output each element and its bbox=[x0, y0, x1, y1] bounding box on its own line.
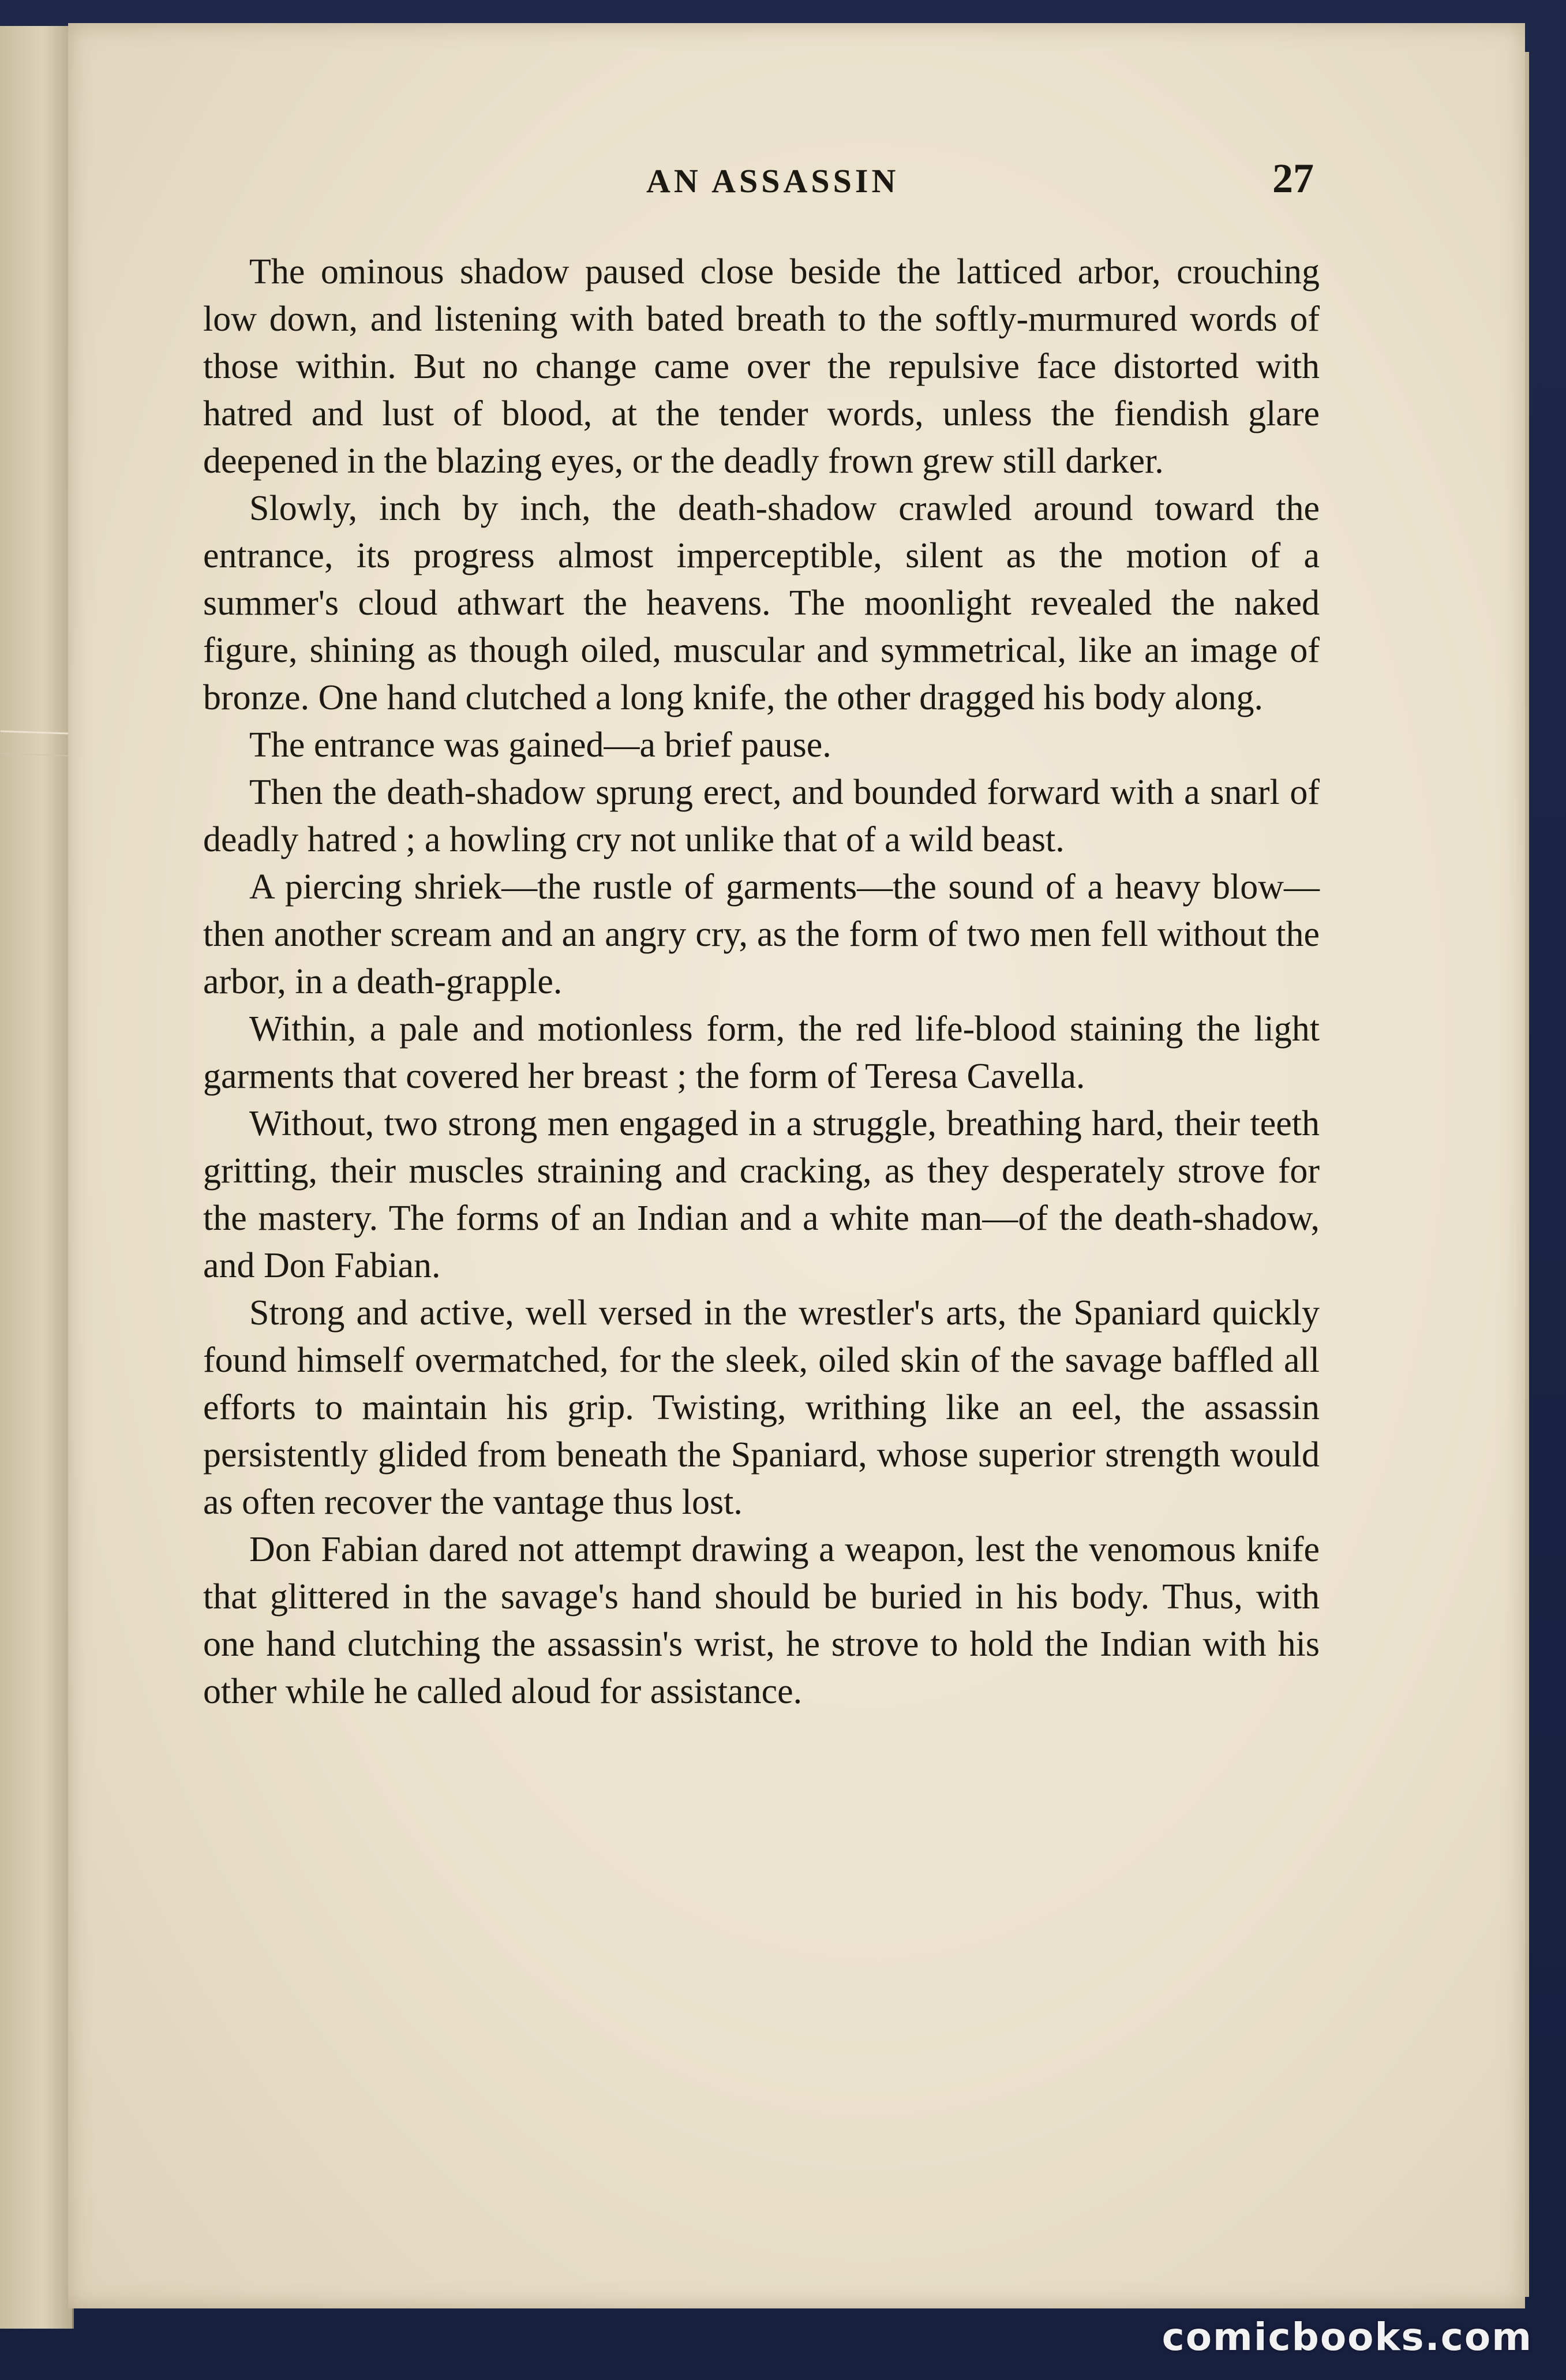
paragraph: A piercing shriek—the rustle of garments—the sound of a heavy blow—then another scream and an angry cry, as the form of two men fell without the arbor, in a death-grapple. bbox=[203, 867, 1320, 1001]
paragraph: Slowly, inch by inch, the death-shadow crawled around toward the entrance, its progress almost imperceptible, silent as the motion of a summer's cloud athwart the heavens. The moonlight revealed the naked figure, shining as though oiled, muscular and symmetrical, like an image of bronze. One hand clutched a long knife, the other dragged his body along. bbox=[203, 489, 1320, 717]
paragraph: Don Fabian dared not attempt drawing a weapon, lest the venomous knife that glittered in the savage's hand should be buried in his body. Thus, with one hand clutching the assassin's wrist, he strove to hold the Indian with his other while he called aloud for assistance. bbox=[203, 1530, 1320, 1711]
site-watermark: comicbooks.com bbox=[1162, 2315, 1533, 2359]
facing-page-edge bbox=[0, 26, 74, 2329]
paragraph: Without, two strong men engaged in a struggle, breathing hard, their teeth gritting, their muscles straining and cracking, as they desperately strove for the mastery. The forms of an Indian and a white man—of the death-shadow, and Don Fabian. bbox=[203, 1104, 1320, 1285]
paragraph: The entrance was gained—a brief pause. bbox=[249, 725, 831, 765]
running-title: AN ASSASSIN bbox=[646, 162, 900, 200]
paragraph: Then the death-shadow sprung erect, and bounded forward with a snarl of deadly hatred ; a howling cry not unlike that of a wild beast. bbox=[203, 773, 1320, 859]
paragraph: Within, a pale and motionless form, the red life-blood staining the light garments that covered her breast ; the form of Teresa Cavella. bbox=[203, 1009, 1320, 1096]
body-text bbox=[203, 248, 1320, 1715]
paragraph: The ominous shadow paused close beside the latticed arbor, crouching low down, and listening with bated breath to the softly-murmured words of those within. But no change came over the repulsive face distorted with hatred and lust of blood, at the tender words, unless the fiendish glare deepened in the blazing eyes, or the deadly frown grew still darker. bbox=[203, 252, 1320, 481]
paragraph: Strong and active, well versed in the wrestler's arts, the Spaniard quickly found himself overmatched, for the sleek, oiled skin of the savage baffled all efforts to maintain his grip. Twisting, writhing like an eel, the assassin persistently glided from beneath the Spaniard, whose superior strength would as often recover the vantage thus lost. bbox=[203, 1293, 1320, 1522]
page-number: 27 bbox=[1272, 155, 1314, 201]
